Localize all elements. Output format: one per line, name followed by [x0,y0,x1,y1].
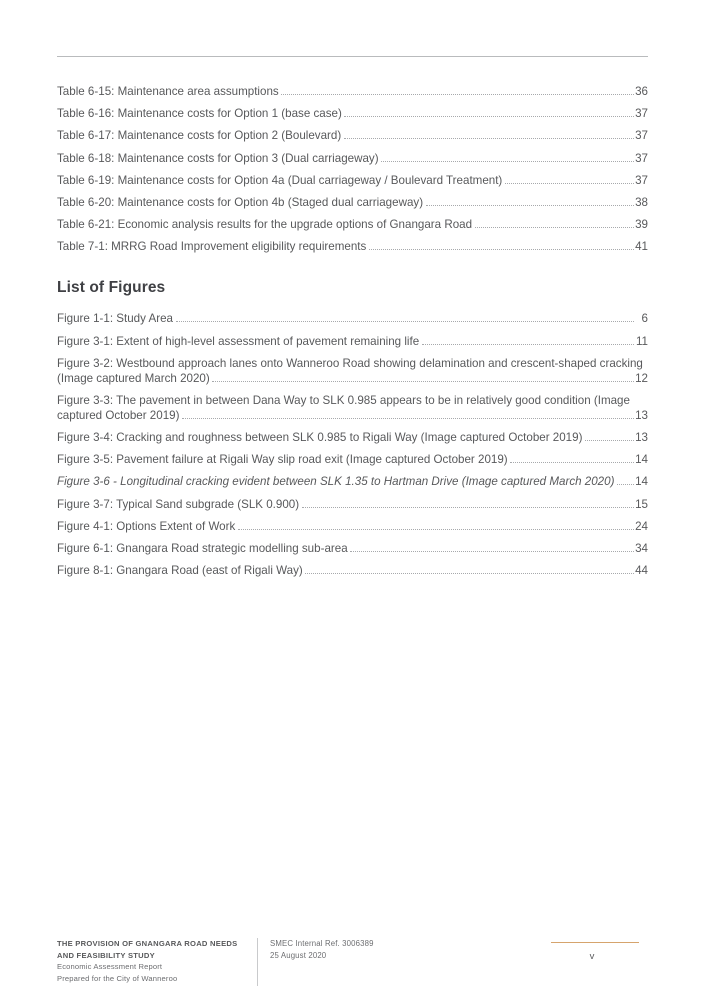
toc-entry[interactable] [57,430,648,445]
toc-entry-label: Figure 3-6 - Longitudinal cracking evident between SLK 1.35 to Hartman Drive (Image captured March 2020) [57,475,615,489]
toc-leader-dots [350,550,633,552]
toc-entry-label-cont: (Image captured March 2020) [57,371,210,385]
toc-page-number: 15 [635,497,648,511]
toc-entry-label: Table 7-1: MRRG Road Improvement eligibility requirements [57,240,367,254]
toc-page-number: 13 [635,408,648,422]
toc-entry-label: Table 6-16: Maintenance costs for Option 1 (base case) [57,107,342,121]
toc-leader-dots [422,343,634,345]
toc-entry[interactable] [57,497,648,512]
toc-entry[interactable] [57,84,648,99]
toc-entry[interactable] [57,311,648,326]
toc-entry-label: Figure 3-4: Cracking and roughness between SLK 0.985 to Rigali Way (Image captured October 2019) [57,431,583,445]
toc-leader-dots [510,461,633,463]
toc-page-number: 14 [635,475,648,489]
toc-leader-dots [585,439,634,441]
page-title: List of Figures [57,279,166,297]
toc-page-number: 37 [635,129,648,143]
toc-leader-dots [381,160,633,162]
toc-page-number: 14 [635,453,648,467]
toc-entry-label: Table 6-21: Economic analysis results for the upgrade options of Gnangara Road [57,218,473,232]
toc-entry[interactable] [57,356,648,386]
toc-leader-dots [475,226,634,228]
toc-entry-label: Table 6-20: Maintenance costs for Option 4b (Staged dual carriageway) [57,195,424,209]
footer-report-type: Economic Assessment Report [57,962,163,971]
table-of-tables-list [57,84,648,254]
toc-entry[interactable] [57,393,648,423]
toc-entry[interactable] [57,173,648,188]
footer-internal-ref: SMEC Internal Ref. 3006389 [270,939,374,948]
toc-page-number: 37 [635,107,648,121]
toc-entry[interactable] [57,217,648,232]
toc-entry[interactable] [57,563,648,578]
toc-entry[interactable] [57,334,648,349]
footer-document-info [57,938,257,984]
toc-page-number: 34 [635,542,648,555]
page-footer [57,938,648,990]
toc-page-number: 6 [641,312,648,326]
toc-entry[interactable] [57,195,648,210]
toc-entry[interactable] [57,128,648,143]
toc-leader-dots [281,93,633,95]
toc-leader-dots [617,483,634,485]
toc-entry-label-cont: captured October 2019) [57,408,180,422]
footer-prepared-for: Prepared for the City of Wanneroo [57,973,178,983]
toc-leader-dots [302,506,634,508]
toc-leader-dots [212,380,633,382]
page-number-rule [551,942,639,943]
toc-leader-dots [505,182,634,184]
toc-page-number: 12 [635,371,648,385]
table-of-figures-list [57,311,648,578]
toc-entry[interactable] [57,541,648,556]
toc-entry[interactable] [57,151,648,166]
footer-date: 25 August 2020 [270,951,327,960]
toc-leader-dots [238,528,634,530]
toc-leader-dots [344,115,633,117]
toc-entry-label: Figure 4-1: Options Extent of Work [57,519,236,533]
toc-page-number: 39 [635,218,648,232]
page-number: v [589,951,595,962]
toc-entry-label: Table 6-19: Maintenance costs for Option 4a (Dual carriageway / Boulevard Treatment) [57,173,503,187]
footer-document-title: THE PROVISION OF GNANGARA ROAD NEEDS AND FEASIBILITY STUDY [57,939,238,960]
toc-page-number: 24 [635,519,648,533]
toc-entry-label: Figure 3-5: Pavement failure at Rigali Way slip road exit (Image captured October 2019) [57,453,508,467]
toc-leader-dots [344,137,634,139]
footer-reference-info [270,938,548,962]
toc-entry-label: Table 6-18: Maintenance costs for Option 3 (Dual carriageway) [57,151,379,165]
toc-entry-label: Figure 3-7: Typical Sand subgrade (SLK 0.900) [57,497,300,511]
toc-entry[interactable] [57,452,648,467]
toc-entry-label: Figure 8-1: Gnangara Road (east of Rigali Way) [57,564,303,578]
toc-entry[interactable] [57,239,648,254]
toc-entry[interactable] [57,106,648,121]
toc-entry-label: Table 6-15: Maintenance area assumptions [57,85,279,98]
toc-page-number: 38 [635,195,648,209]
header-rule [57,56,648,57]
toc-page-number: 44 [635,564,648,578]
toc-entry-label: Figure 6-1: Gnangara Road strategic modelling sub-area [57,542,348,555]
toc-page-number: 11 [635,334,648,348]
footer-divider [257,938,258,986]
toc-leader-dots [426,204,634,206]
toc-page-number: 13 [635,431,648,445]
toc-entry-label: Figure 3-3: The pavement in between Dana Way to SLK 0.985 appears to be in relatively good condition (Image [57,393,630,407]
toc-page-number: 37 [635,173,648,187]
toc-page-number: 37 [635,151,648,165]
toc-entry[interactable] [57,519,648,534]
toc-leader-dots [305,572,633,574]
toc-entry[interactable] [57,474,648,489]
toc-leader-dots [182,417,634,419]
toc-entry-label: Figure 1-1: Study Area [57,312,173,326]
toc-leader-dots [176,320,634,322]
toc-content [57,84,648,585]
toc-page-number: 41 [635,240,648,254]
toc-entry-label: Table 6-17: Maintenance costs for Option 2 (Boulevard) [57,129,342,143]
toc-leader-dots [369,248,634,250]
toc-entry-label: Figure 3-2: Westbound approach lanes onto Wanneroo Road showing delamination and crescent-shaped cracking [57,356,643,370]
toc-page-number: 36 [635,85,648,98]
toc-entry-label: Figure 3-1: Extent of high-level assessment of pavement remaining life [57,334,420,348]
